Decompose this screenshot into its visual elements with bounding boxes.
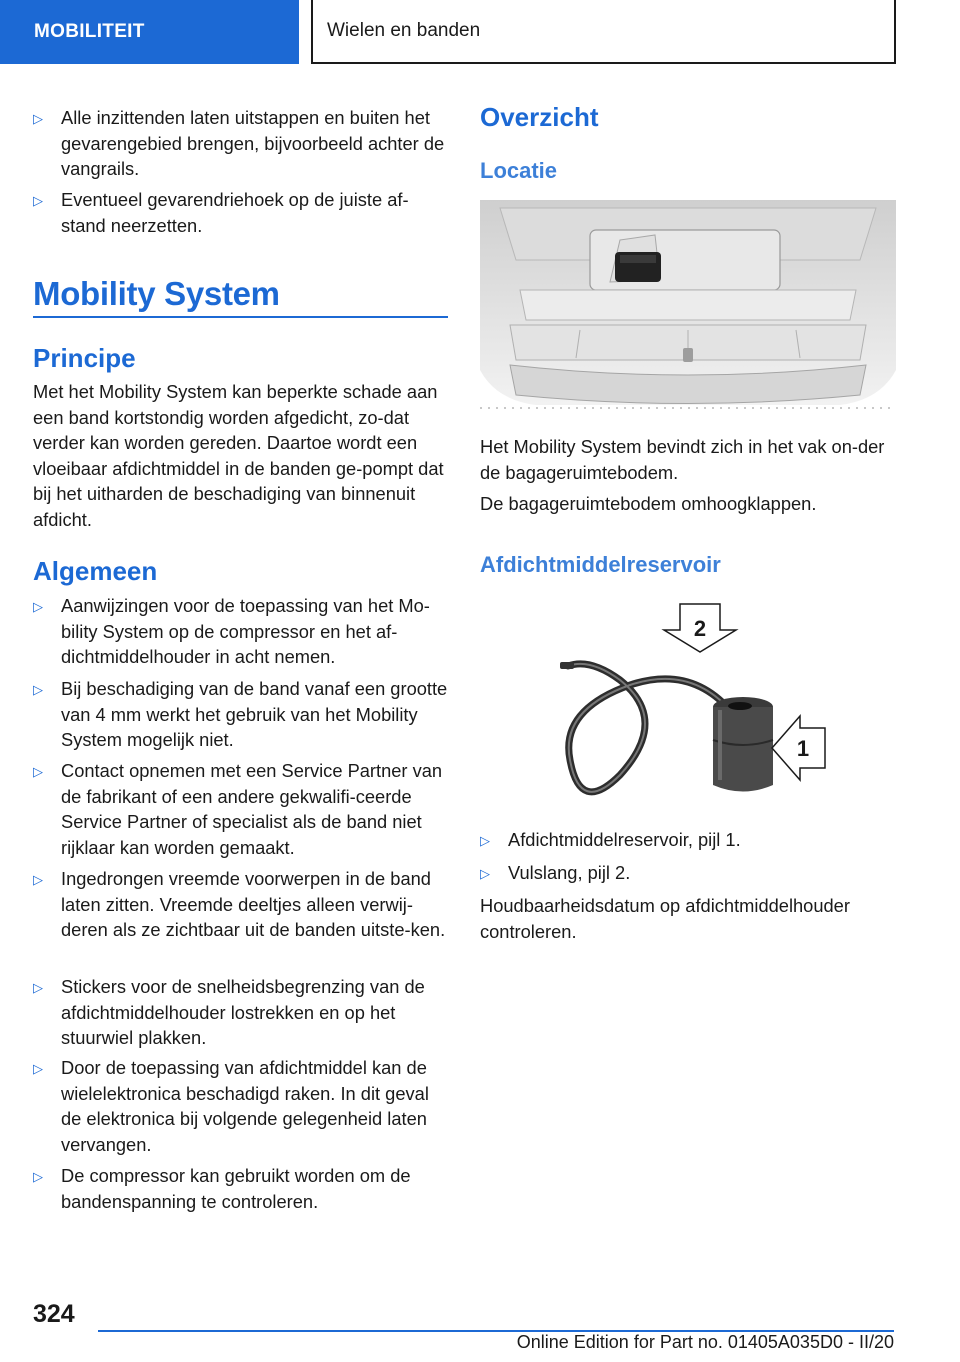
principe-paragraph: Met het Mobility System kan beperkte schade aan een band kortstondig worden afgedicht, zo-dat verder kan worden gereden. Daartoe wordt een vloeibaar afdichtmiddel in de banden ge-pompt dat bij het uitharden de beschadiging van binnenuit afdicht. [33,381,444,530]
list-item [480,827,896,854]
heading-overzicht: Overzicht [480,102,599,132]
heading-afdichtmiddelreservoir: Afdichtmiddelreservoir [480,552,721,577]
triangle-bullet-icon: ▷ [33,111,43,126]
list-item-text: Bij beschadiging van de band vanaf een grootte van 4 mm werkt het gebruik van het Mobility System mogelijk niet. [61,678,448,751]
list-item [33,593,448,670]
triangle-bullet-icon: ▷ [33,682,43,697]
list-item-text: Afdichtmiddelreservoir, pijl 1. [508,829,741,850]
triangle-bullet-icon: ▷ [33,764,43,779]
triangle-bullet-icon: ▷ [33,599,43,614]
list-item [480,860,896,887]
triangle-bullet-icon: ▷ [33,1169,43,1184]
section-title: Mobility System [33,275,280,312]
heading-algemeen: Algemeen [33,556,158,586]
triangle-bullet-icon: ▷ [480,833,490,848]
list-item [33,1055,448,1157]
list-item [33,974,448,1051]
list-item-text: De compressor kan gebruikt worden om de bandenspanning te controleren. [61,1165,411,1212]
list-item-text: Ingedrongen vreemde voorwerpen in de band laten zitten. Vreemde deeltjes alleen verwij-deren als ze zichtbaar uit de banden uitste-ken. [61,868,446,941]
trunk-compartment-image [480,200,896,415]
arrow-2-label: 2 [693,616,707,641]
list-item-text: Door de toepassing van afdichtmiddel kan de wielelektronica beschadigd raken. In dit geval de elektronica bij volgende gelegenheid laten vervangen. [61,1057,429,1155]
list-item-text: Alle inzittenden laten uitstappen en buiten het gevarengebied brengen, bijvoorbeeld achter de vangrails. [61,107,445,180]
title-underline [33,316,448,318]
triangle-bullet-icon: ▷ [33,872,43,887]
list-item-text: Stickers voor de snelheidsbegrenzing van de afdichtmiddelhouder lostrekken en op het stuurwiel plakken. [61,976,425,1049]
heading-principe: Principe [33,343,136,373]
list-item [33,1163,448,1214]
list-item [33,866,448,943]
triangle-bullet-icon: ▷ [33,193,43,208]
reservoir-paragraph: Houdbaarheidsdatum op afdichtmiddelhouder controleren. [480,895,850,942]
triangle-bullet-icon: ▷ [33,980,43,995]
triangle-bullet-icon: ▷ [33,1061,43,1076]
list-item-text: Aanwijzingen voor de toepassing van het Mo-bility System op de compressor en het af-dichtmiddelhouder in acht nemen. [61,595,430,668]
page-number: 324 [33,1300,75,1328]
list-item [33,676,448,753]
edition-note: Online Edition for Part no. 01405A035D0 - II/20 [516,1332,894,1352]
triangle-bullet-icon: ▷ [480,866,490,881]
locatie-paragraph: Het Mobility System bevindt zich in het vak on-der de bagageruimtebodem. [480,436,885,483]
list-item [33,187,448,238]
list-item-text: Vulslang, pijl 2. [508,862,631,883]
list-item-text: Contact opnemen met een Service Partner van de fabrikant of een andere gekwalifi-ceerde Service Partner of specialist als de band niet rijklaar kan worden gemaakt. [61,760,443,858]
arrow-1-label: 1 [796,736,810,761]
list-item-text: Eventueel gevarendriehoek op de juiste af-stand neerzetten. [61,189,409,236]
list-item [33,758,448,860]
chapter-title: Wielen en banden [311,0,896,64]
locatie-instruction: De bagageruimtebodem omhoogklappen. [480,493,817,514]
sealant-reservoir-image [560,600,840,810]
heading-locatie: Locatie [480,158,558,183]
section-tab: MOBILITEIT [0,0,299,64]
list-item [33,105,448,182]
